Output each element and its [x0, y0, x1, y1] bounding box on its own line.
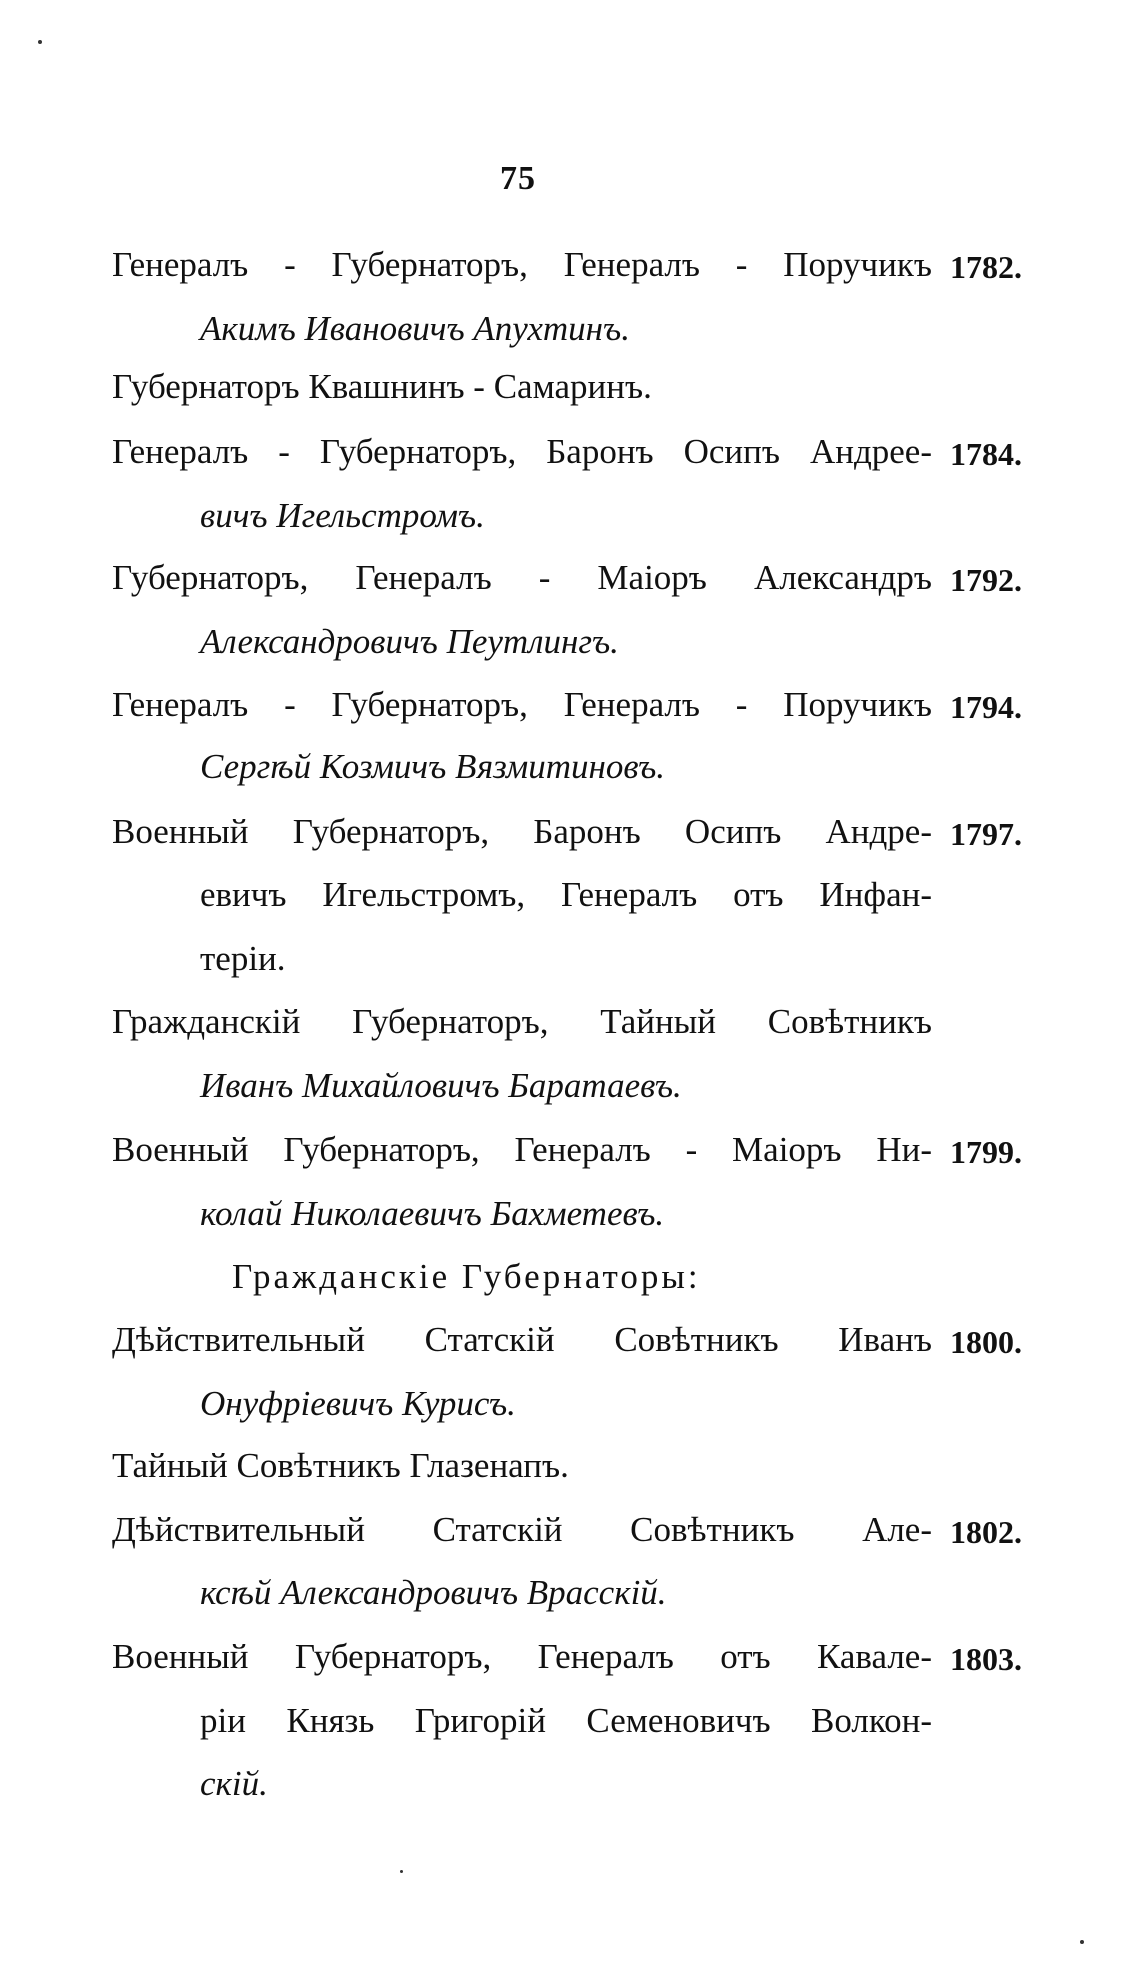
- text-line: [112, 1000, 932, 1044]
- text-line: [200, 1064, 932, 1108]
- margin-year: 1799.: [950, 1134, 1022, 1170]
- text-line: [112, 683, 932, 727]
- line-text: Военный Губернаторъ, Генералъ - Маіоръ Ни-: [112, 1130, 932, 1169]
- line-text: Гражданскій Губернаторъ, Тайный Совѣтникъ: [112, 1002, 932, 1041]
- text-line: [112, 365, 932, 409]
- text-line: [200, 620, 932, 664]
- line-text: Акимъ Ивановичъ Апухтинъ.: [200, 309, 630, 348]
- line-text: Александровичъ Пеутлингъ.: [200, 622, 619, 661]
- margin-year: 1797.: [950, 816, 1022, 852]
- margin-year: 1794.: [950, 689, 1022, 725]
- margin-year: 1782.: [950, 249, 1022, 285]
- line-text: Военный Губернаторъ, Генералъ отъ Кавале-: [112, 1637, 932, 1676]
- line-text: Губернаторъ, Генералъ - Маіоръ Александръ: [112, 558, 932, 597]
- margin-year: 1802.: [950, 1514, 1022, 1550]
- text-line: [200, 745, 932, 789]
- section-heading: [232, 1255, 1052, 1299]
- text-line: [200, 307, 932, 351]
- line-text: Губернаторъ Квашнинъ - Самаринъ.: [112, 367, 652, 406]
- line-text: Генералъ - Губернаторъ, Генералъ - Поручикъ: [112, 245, 932, 284]
- page-number: 75: [500, 160, 536, 197]
- text-line: [112, 1635, 932, 1679]
- text-line: [112, 810, 932, 854]
- line-text: теріи.: [200, 939, 286, 978]
- line-text: ксѣй Александровичъ Врасскій.: [200, 1573, 667, 1612]
- line-text: вичъ Игельстромъ.: [200, 496, 485, 535]
- text-line: [200, 1382, 932, 1426]
- line-text: Гражданскіе Губернаторы:: [232, 1257, 701, 1296]
- scan-speck: [400, 1870, 403, 1873]
- margin-year: 1784.: [950, 436, 1022, 472]
- margin-year: 1803.: [950, 1641, 1022, 1677]
- line-text: Иванъ Михайловичъ Баратаевъ.: [200, 1066, 682, 1105]
- text-line: [200, 1762, 932, 1806]
- line-text: Генералъ - Губернаторъ, Генералъ - Поручикъ: [112, 685, 932, 724]
- scan-speck: [1080, 1940, 1084, 1944]
- text-line: [112, 1508, 932, 1552]
- text-line: [112, 430, 932, 474]
- line-text: скій.: [200, 1764, 268, 1803]
- line-text: евичъ Игельстромъ, Генералъ отъ Инфан-: [200, 875, 932, 914]
- line-text: Военный Губернаторъ, Баронъ Осипъ Андре-: [112, 812, 932, 851]
- text-line: [200, 1699, 932, 1743]
- line-text: колай Николаевичъ Бахметевъ.: [200, 1194, 665, 1233]
- text-line: [112, 243, 932, 287]
- text-line: [112, 1318, 932, 1362]
- text-line: [112, 1128, 932, 1172]
- text-line: [200, 937, 932, 981]
- line-text: Генералъ - Губернаторъ, Баронъ Осипъ Андрее-: [112, 432, 932, 471]
- text-line: [200, 873, 932, 917]
- line-text: Тайный Совѣтникъ Глазенапъ.: [112, 1446, 569, 1485]
- margin-year: 1800.: [950, 1324, 1022, 1360]
- text-line: [200, 1571, 932, 1615]
- margin-year: 1792.: [950, 562, 1022, 598]
- line-text: Сергѣй Козмичъ Вязмитиновъ.: [200, 747, 666, 786]
- text-line: [200, 1192, 932, 1236]
- line-text: ріи Князь Григорій Семеновичъ Волкон-: [200, 1701, 932, 1740]
- line-text: Дѣйствительный Статскій Совѣтникъ Иванъ: [112, 1320, 932, 1359]
- text-line: [112, 556, 932, 600]
- line-text: Дѣйствительный Статскій Совѣтникъ Але-: [112, 1510, 932, 1549]
- text-line: [112, 1444, 932, 1488]
- text-line: [200, 494, 932, 538]
- scan-speck: [38, 40, 42, 44]
- line-text: Онуфріевичъ Курисъ.: [200, 1384, 516, 1423]
